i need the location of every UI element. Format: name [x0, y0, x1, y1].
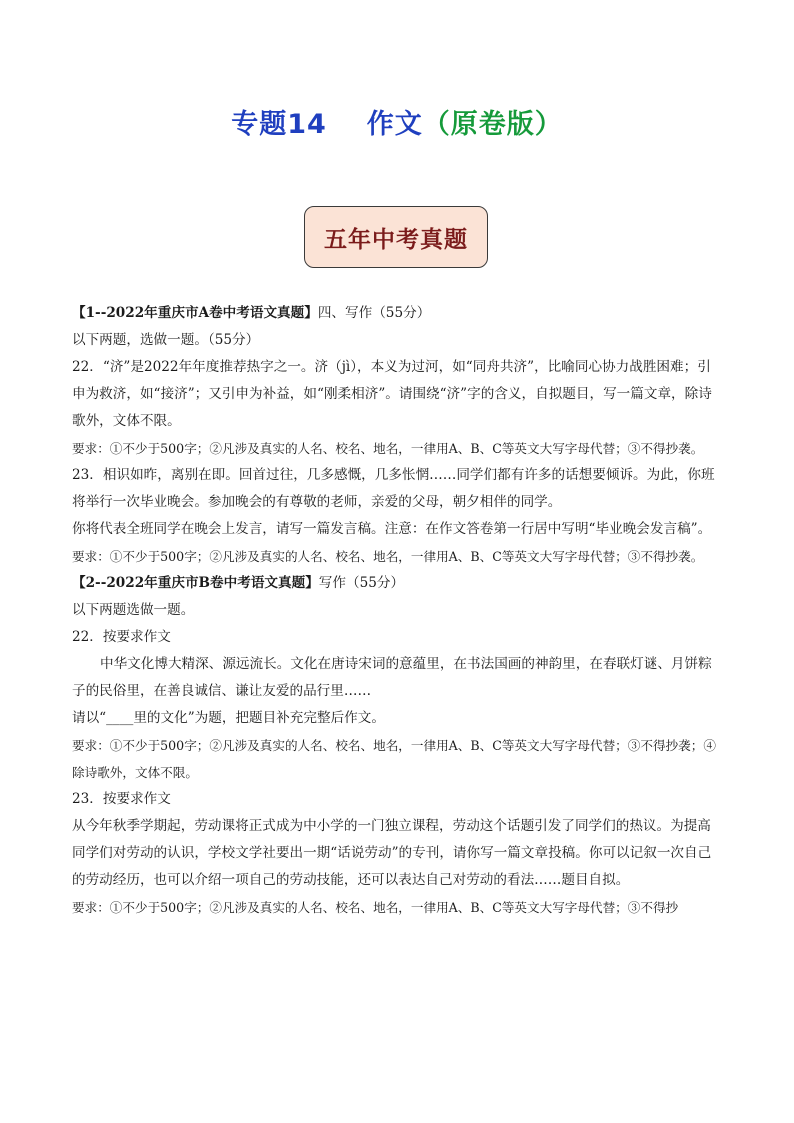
- section1-requirement-1: 要求：①不少于500字；②凡涉及真实的人名、校名、地名，一律用A、B、C等英文大写字母代替；③不得抄袭。: [72, 441, 704, 456]
- section1-requirement-2: 要求：①不少于500字；②凡涉及真实的人名、校名、地名，一律用A、B、C等英文大写字母代替；③不得抄袭。: [72, 549, 704, 564]
- section1-q23-instruction: 你将代表全班同学在晚会上发言，请写一篇发言稿。注意：在作文答卷第一行居中写明“毕业晚会发言稿”。: [72, 521, 712, 537]
- section1-source: 【1--2022年重庆市A卷中考语文真题】: [72, 305, 318, 321]
- title-edition: （原卷版）: [422, 109, 563, 140]
- section1-heading: [72, 300, 724, 327]
- title-topic: 专题14: [231, 109, 327, 140]
- section2-q22-title: 22．按要求作文: [72, 629, 171, 645]
- section2-q23-title: 23．按要求作文: [72, 791, 171, 807]
- section2-source: 【2--2022年重庆市B卷中考语文真题】: [72, 575, 319, 591]
- section1-intro: 以下两题，选做一题。（55分）: [72, 332, 260, 348]
- section2-title: 写作（55分）: [318, 575, 405, 591]
- section-badge: 五年中考真题: [304, 206, 488, 268]
- section2-requirement-2: 要求：①不少于500字；②凡涉及真实的人名、校名、地名，一律用A、B、C等英文大写字母代替；③不得抄: [72, 900, 679, 915]
- section2-q23-body: 从今年秋季学期起，劳动课将正式成为中小学的一门独立课程，劳动这个话题引发了同学们的热议。为提高同学们对劳动的认识，学校文学社要出一期“话说劳动”的专刊，请你写一篇文章投稿。你可以记叙一次自己的劳动经历，也可以介绍一项自己的劳动技能，还可以表达自己对劳动的看法……题目自拟。: [72, 818, 712, 888]
- section1-q22: 22．“济”是2022年年度推荐热字之一。济（jì），本义为过河，如“同舟共济”，比喻同心协力战胜困难；引申为救济，如“接济”；又引申为补益，如“刚柔相济”。请围绕“济”字的含义，自拟题目，写一篇文章，除诗歌外，文体不限。: [72, 359, 712, 429]
- document-body: [72, 300, 724, 921]
- section1-q23: 23．相识如昨，离别在即。回首过往，几多感慨，几多怅惘……同学们都有许多的话想要倾诉。为此，你班将举行一次毕业晚会。参加晚会的有尊敬的老师，亲爱的父母，朝夕相伴的同学。: [72, 467, 715, 510]
- section2-q22-body: 中华文化博大精深、源远流长。文化在唐诗宋词的意蕴里，在书法国画的神韵里，在春联灯谜、月饼粽子的民俗里，在善良诚信、谦让友爱的品行里……: [72, 656, 712, 699]
- section2-intro: 以下两题选做一题。: [72, 602, 195, 618]
- section2-heading: [72, 570, 724, 597]
- title-subject: 作文: [366, 109, 423, 140]
- section1-title: 四、写作（55分）: [317, 305, 431, 321]
- section2-q22-prompt: 请以“____里的文化”为题，把题目补充完整后作文。: [72, 710, 385, 726]
- section2-requirement-1: 要求：①不少于500字；②凡涉及真实的人名、校名、地名，一律用A、B、C等英文大写字母代替；③不得抄袭；④除诗歌外，文体不限。: [72, 738, 716, 780]
- page-title: [0, 102, 794, 141]
